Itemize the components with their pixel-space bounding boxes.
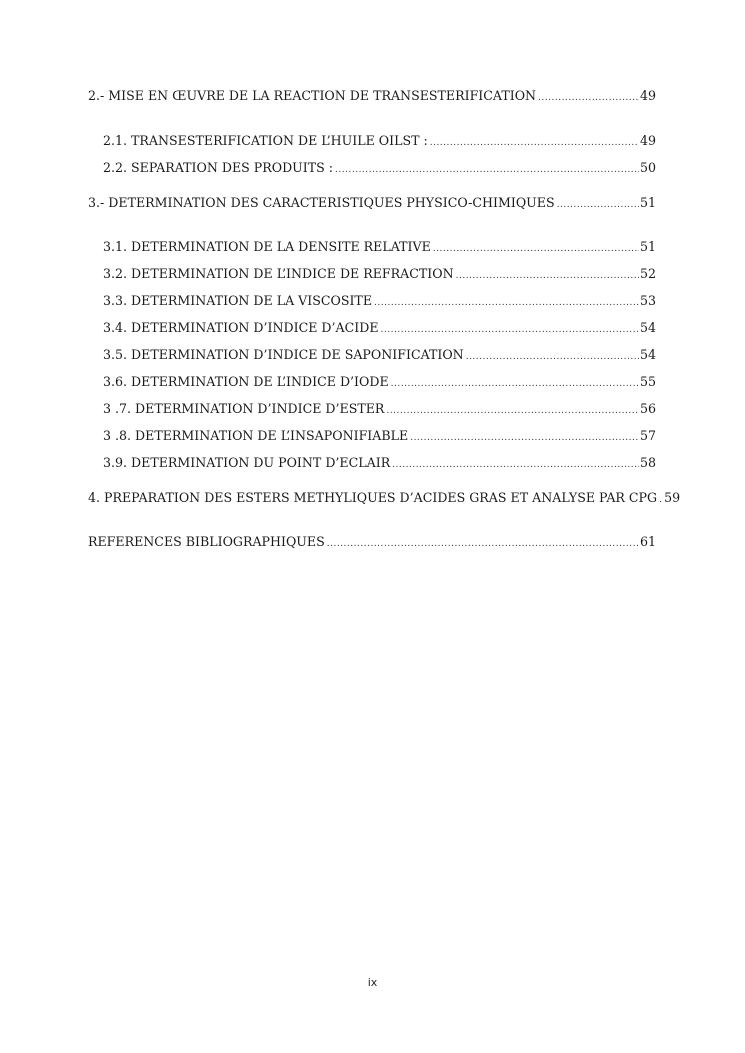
toc-entry-3-4[interactable] [88, 320, 656, 338]
toc-entry-page: 59 [664, 490, 681, 505]
dot-leader [327, 536, 639, 552]
page-number: ix [367, 976, 378, 989]
dot-leader [466, 349, 639, 365]
dot-leader [538, 90, 639, 106]
toc-entry-label: 3.3. DETERMINATION DE LA VISCOSITE [103, 293, 373, 308]
toc-entry-references[interactable] [88, 534, 656, 552]
toc-entry-page: 58 [639, 455, 656, 470]
toc-entry-label: 4. PREPARATION DES ESTERS METHYLIQUES D’ACIDES GRAS ET ANALYSE PAR CPG [88, 490, 658, 505]
dot-leader [391, 376, 639, 392]
toc-entry-3-2[interactable] [88, 266, 656, 284]
toc-entry-page: 52 [639, 266, 656, 281]
toc-entry-label: 3.1. DETERMINATION DE LA DENSITE RELATIVE [103, 239, 431, 254]
toc-entry-page: 57 [639, 428, 656, 443]
toc-entry-label: 3.- DETERMINATION DES CARACTERISTIQUES PHYSICO-CHIMIQUES [88, 195, 555, 210]
toc-entry-label: 3.5. DETERMINATION D’INDICE DE SAPONIFICATION [103, 347, 464, 362]
toc-entry-page: 49 [639, 88, 656, 103]
toc-entry-label: 3.4. DETERMINATION D’INDICE D’ACIDE [103, 320, 379, 335]
toc-entry-label: 3 .8. DETERMINATION DE L’INSAPONIFIABLE [103, 428, 409, 443]
toc-entry-page: 49 [639, 133, 656, 148]
toc-entry-4[interactable] [88, 490, 681, 508]
toc-entry-label: 2.- MISE EN ŒUVRE DE LA REACTION DE TRANSESTERIFICATION [88, 88, 537, 103]
dot-leader [381, 322, 639, 338]
toc-entry-3-8[interactable] [88, 428, 656, 446]
toc-entry-3-9[interactable] [88, 455, 656, 473]
toc-entry-3-7[interactable] [88, 401, 656, 419]
toc-entry-3-6[interactable] [88, 374, 656, 392]
toc-entry-2-2[interactable] [88, 160, 656, 178]
toc-entry-label: 3.2. DETERMINATION DE L’INDICE DE REFRACTION [103, 266, 454, 281]
dot-leader [557, 197, 639, 213]
toc-entry-label: 3 .7. DETERMINATION D’INDICE D’ESTER [103, 401, 385, 416]
toc-entry-page: 56 [639, 401, 656, 416]
toc-entry-3-5[interactable] [88, 347, 656, 365]
toc-entry-label: REFERENCES BIBLIOGRAPHIQUES [88, 534, 325, 549]
dot-leader [410, 430, 639, 446]
toc-entry-page: 54 [639, 320, 656, 335]
dot-leader [456, 268, 639, 284]
dot-leader [374, 295, 639, 311]
toc-entry-2[interactable] [88, 88, 656, 106]
toc-entry-label: 2.2. SEPARATION DES PRODUITS : [103, 160, 334, 175]
toc-entry-page: 53 [639, 293, 656, 308]
toc-entry-page: 61 [639, 534, 656, 549]
toc-entry-page: 54 [639, 347, 656, 362]
toc-entry-page: 51 [639, 195, 656, 210]
dot-leader [430, 135, 639, 151]
dot-leader [433, 241, 639, 257]
toc-entry-2-1[interactable] [88, 133, 656, 151]
toc-entry-label: 2.1. TRANSESTERIFICATION DE L’HUILE OILST : [103, 133, 428, 148]
dot-leader [335, 162, 639, 178]
toc-entry-3-1[interactable] [88, 239, 656, 257]
toc-entry-label: 3.9. DETERMINATION DU POINT D’ECLAIR [103, 455, 391, 470]
toc-entry-page: 50 [639, 160, 656, 175]
toc-entry-page: 55 [639, 374, 656, 389]
table-of-contents [88, 88, 681, 552]
dot-leader [386, 403, 639, 419]
dot-leader [392, 457, 639, 473]
toc-entry-3[interactable] [88, 195, 656, 213]
toc-entry-label: 3.6. DETERMINATION DE L’INDICE D’IODE [103, 374, 389, 389]
toc-entry-3-3[interactable] [88, 293, 656, 311]
toc-entry-page: 51 [639, 239, 656, 254]
